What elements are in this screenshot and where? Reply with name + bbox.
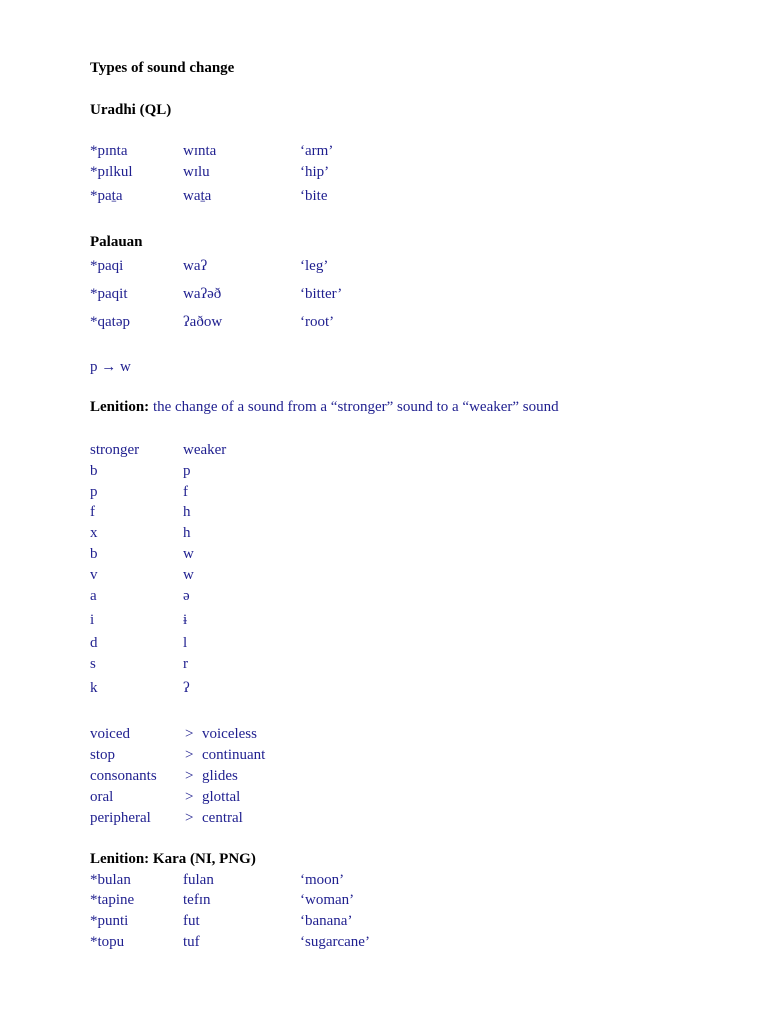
stronger-feature: stop	[90, 747, 116, 763]
lenition-definition	[90, 400, 559, 415]
reflex-form: fulan	[183, 872, 214, 888]
palauan-heading: Palauan	[90, 234, 143, 250]
uradhi-row	[0, 144, 768, 162]
gloss: ‘moon’	[300, 872, 345, 888]
reflex-form: waʔ	[183, 258, 208, 274]
gloss: ‘woman’	[300, 892, 355, 908]
strength-row	[0, 568, 768, 586]
sound-change-rule: p → w	[90, 359, 131, 375]
greater-than-symbol: >	[185, 789, 194, 805]
proto-form: *bulan	[90, 872, 131, 888]
kara-row	[0, 873, 768, 891]
stronger-sound: b	[90, 546, 98, 562]
weaker-sound: p	[183, 463, 191, 479]
kara-row	[0, 893, 768, 911]
gloss: ‘root’	[300, 314, 335, 330]
proto-form: *qatəp	[90, 314, 130, 330]
weaker-sound: w	[183, 567, 194, 583]
gloss: ‘arm’	[300, 143, 334, 159]
uradhi-row	[0, 189, 768, 207]
column-header-weaker: weaker	[183, 442, 227, 458]
gloss: ‘sugarcane’	[300, 934, 370, 950]
strength-row	[0, 526, 768, 544]
greater-than-symbol: >	[185, 747, 194, 763]
weaker-sound: h	[183, 525, 191, 541]
weaker-feature: central	[202, 810, 243, 826]
reflex-form: tefɪn	[183, 892, 211, 908]
proto-form: *pɪnta	[90, 143, 128, 159]
weaker-sound: ə	[183, 588, 190, 604]
strength-row	[0, 636, 768, 654]
uradhi-row	[0, 165, 768, 183]
stronger-sound: s	[90, 656, 96, 672]
reflex-form: fut	[183, 913, 200, 929]
kara-heading: Lenition: Kara (NI, PNG)	[90, 851, 256, 867]
proto-form: *paqit	[90, 286, 128, 302]
stronger-sound: x	[90, 525, 98, 541]
proto-form: *paqi	[90, 258, 124, 274]
proto-form: *tapine	[90, 892, 135, 908]
strength-row	[0, 464, 768, 482]
hierarchy-row	[0, 727, 768, 745]
kara-row	[0, 914, 768, 932]
weaker-feature: glottal	[202, 789, 241, 805]
reflex-form: tuf	[183, 934, 200, 950]
gloss: ‘hip’	[300, 164, 330, 180]
strength-row	[0, 589, 768, 607]
column-header-stronger: stronger	[90, 442, 140, 458]
gloss: ‘bite	[300, 188, 328, 204]
reflex-form: wɪnta	[183, 143, 217, 159]
strength-row	[0, 613, 768, 631]
stronger-sound: f	[90, 504, 95, 520]
stronger-feature: peripheral	[90, 810, 151, 826]
weaker-sound: f	[183, 484, 188, 500]
palauan-row	[0, 287, 768, 305]
proto-form: *paṯa	[90, 188, 123, 204]
lenition-label: Lenition:	[90, 399, 150, 415]
gloss: ‘bitter’	[300, 286, 343, 302]
stronger-feature: consonants	[90, 768, 157, 784]
strength-row	[0, 681, 768, 699]
weaker-sound: ʔ	[183, 680, 190, 696]
weaker-sound: h	[183, 504, 191, 520]
weaker-feature: voiceless	[202, 726, 257, 742]
stronger-sound: p	[90, 484, 98, 500]
palauan-row	[0, 315, 768, 333]
strength-row	[0, 485, 768, 503]
weaker-feature: continuant	[202, 747, 266, 763]
hierarchy-row	[0, 769, 768, 787]
proto-form: *pɪlkul	[90, 164, 133, 180]
greater-than-symbol: >	[185, 726, 194, 742]
weaker-sound: w	[183, 546, 194, 562]
weaker-sound: l	[183, 635, 188, 651]
strength-row	[0, 547, 768, 565]
greater-than-symbol: >	[185, 810, 194, 826]
strength-row	[0, 505, 768, 523]
stronger-sound: d	[90, 635, 98, 651]
stronger-sound: a	[90, 588, 97, 604]
weaker-sound: ɨ	[183, 612, 188, 628]
stronger-sound: v	[90, 567, 98, 583]
reflex-form: waʔəð	[183, 286, 222, 302]
reflex-form: ʔaðow	[183, 314, 223, 330]
kara-row	[0, 935, 768, 953]
stronger-feature: voiced	[90, 726, 130, 742]
proto-form: *punti	[90, 913, 129, 929]
stronger-feature: oral	[90, 789, 114, 805]
hierarchy-row	[0, 790, 768, 808]
strength-row	[0, 657, 768, 675]
hierarchy-row	[0, 748, 768, 766]
reflex-form: waṯa	[183, 188, 212, 204]
hierarchy-row	[0, 811, 768, 829]
gloss: ‘leg’	[300, 258, 329, 274]
stronger-sound: b	[90, 463, 98, 479]
lenition-text: the change of a sound from a “stronger” sound to a “weaker” sound	[149, 399, 559, 415]
proto-form: *topu	[90, 934, 125, 950]
greater-than-symbol: >	[185, 768, 194, 784]
weaker-sound: r	[183, 656, 188, 672]
strength-header-row	[0, 443, 768, 461]
stronger-sound: k	[90, 680, 98, 696]
stronger-sound: i	[90, 612, 95, 628]
page-title: Types of sound change	[90, 60, 235, 76]
uradhi-heading: Uradhi (QL)	[90, 102, 172, 118]
palauan-row	[0, 259, 768, 277]
weaker-feature: glides	[202, 768, 238, 784]
reflex-form: wɪlu	[183, 164, 210, 180]
gloss: ‘banana’	[300, 913, 353, 929]
